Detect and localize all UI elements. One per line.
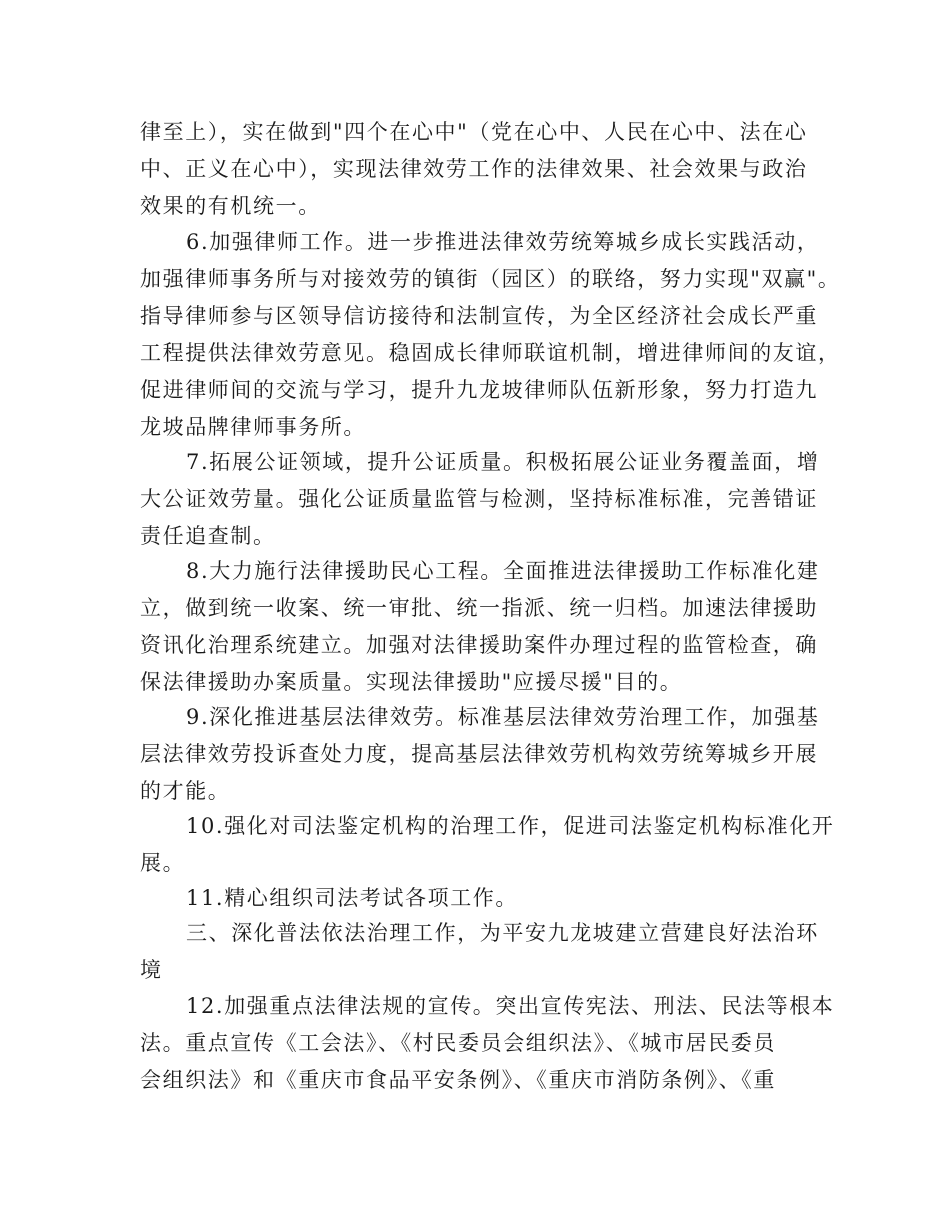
text-line: 层法律效劳投诉查处力度，提高基层法律效劳机构效劳统筹城乡开展 xyxy=(140,742,818,766)
text-line: 工程提供法律效劳意见。稳固成长律师联谊机制，增进律师间的友谊， xyxy=(140,341,841,365)
section-heading-3-line: 三、深化普法依法治理工作，为平安九龙坡建立营建良好法治环 xyxy=(186,921,819,945)
text-line: 会组织法》和《重庆市食品平安条例》、《重庆市消防条例》、《重 xyxy=(140,1068,776,1092)
text-line: 效果的有机统一。 xyxy=(140,194,321,218)
paragraph-9-first-line: 9.深化推进基层法律效劳。标准基层法律效劳治理工作，加强基 xyxy=(186,705,820,729)
text-line: 展。 xyxy=(140,851,186,875)
text-line: 法。重点宣传《工会法》、《村民委员会组织法》、《城市居民委员 xyxy=(140,1031,776,1055)
paragraph-7-first-line: 7.拓展公证领域，提升公证质量。积极拓展公证业务覆盖面，增 xyxy=(186,450,820,474)
text-line: 加强律师事务所与对接效劳的镇街（园区）的联络，努力实现"双赢"。 xyxy=(140,267,841,291)
text-line: 立，做到统一收案、统一审批、统一指派、统一归档。加速法律援助 xyxy=(140,596,818,620)
text-line: 资讯化治理系统建立。加强对法律援助案件办理过程的监管检查，确 xyxy=(140,633,818,657)
paragraph-6-first-line: 6.加强律师工作。进一步推进法律效劳统筹城乡成长实践活动， xyxy=(186,230,820,254)
text-line: 保法律援助办案质量。实现法律援助"应援尽援"目的。 xyxy=(140,670,683,694)
text-line: 中、正义在心中），实现法律效劳工作的法律效果、社会效果与政治 xyxy=(140,157,808,181)
paragraph-10-first-line: 10.强化对司法鉴定机构的治理工作，促进司法鉴定机构标准化开 xyxy=(186,814,835,838)
text-line: 律至上），实在做到"四个在心中"（党在心中、人民在心中、法在心 xyxy=(140,120,808,144)
paragraph-11-line: 11.精心组织司法考试各项工作。 xyxy=(186,886,518,910)
text-line: 指导律师参与区领导信访接待和法制宣传，为全区经济社会成长严重 xyxy=(140,304,818,328)
paragraph-8-first-line: 8.大力施行法律援助民心工程。全面推进法律援助工作标准化建 xyxy=(186,559,820,583)
text-line: 责任追查制。 xyxy=(140,524,276,548)
text-line: 促进律师间的交流与学习，提升九龙坡律师队伍新形象，努力打造九 xyxy=(140,378,818,402)
text-line: 大公证效劳量。强化公证质量监管与检测，坚持标准标准，完善错证 xyxy=(140,487,818,511)
section-heading-3-continuation: 境 xyxy=(140,958,163,982)
text-line: 龙坡品牌律师事务所。 xyxy=(140,415,366,439)
paragraph-12-first-line: 12.加强重点法律法规的宣传。突出宣传宪法、刑法、民法等根本 xyxy=(186,994,835,1018)
text-line: 的才能。 xyxy=(140,779,231,803)
